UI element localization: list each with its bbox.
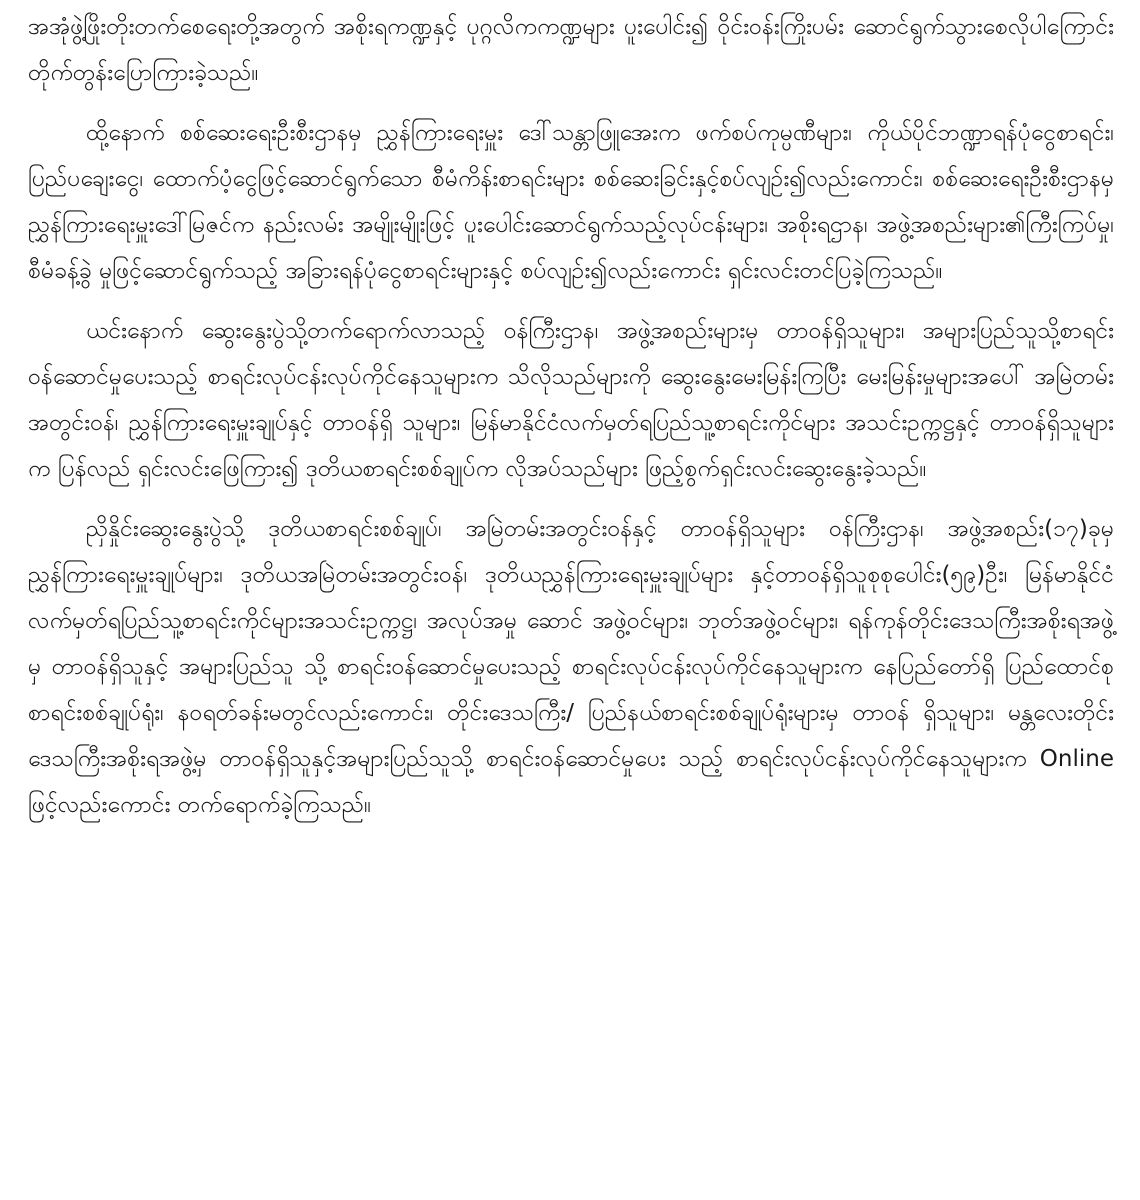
paragraph-2: ထို့နောက် စစ်ဆေးရေးဦးစီးဌာနမှ ညွှန်ကြားရေးမှူး ဒေါ်သန္တာဖြူအေးက ဖက်စပ်ကုမ္ပဏီများ၊ ကိုယ်ပိုင်ဘဏ္ဍာရန်ပုံငွေစာရင်း၊ ပြည်ပချေးငွေ၊ ထောက်ပံ့ငွေဖြင့်ဆောင်ရွက်သော စီမံကိန်းစာရင်းများ စစ်ဆေးခြင်းနှင့်စပ်လျဉ်း၍လည်းကောင်း၊ စစ်ဆေးရေးဦးစီးဌာနမှညွှန်ကြားရေးမှူးဒေါ်မြဇင်က နည်းလမ်း အမျိုးမျိုးဖြင့် ပူးပေါင်းဆောင်ရွက်သည့်လုပ်ငန်းများ၊ အစိုးရဌာန၊ အဖွဲ့အစည်းများ၏ကြီးကြပ်မှု၊ စီမံခန့်ခွဲ မှုဖြင့်ဆောင်ရွက်သည့် အခြားရန်ပုံငွေစာရင်းများနှင့် စပ်လျဉ်း၍လည်းကောင်း ရှင်းလင်းတင်ပြခဲ့ကြသည်။ [28,120,1114,284]
paragraph-1-continuation: အအုံဖွဲ့ဖြိုးတိုးတက်စေရေးတို့အတွက် အစိုးရကဏ္ဍနှင့် ပုဂ္ဂလိကကဏ္ဍများ ပူးပေါင်း၍ ဝိုင်းဝန်းကြိုးပမ်း ဆောင်ရွက်သွားစေလိုပါကြောင်း တိုက်တွန်းပြောကြားခဲ့သည်။ [28,14,1114,86]
paragraph-gap [28,294,1114,308]
document-page [28,4,1114,1194]
paragraph-gap [28,492,1114,506]
paragraph-4: ညှိနှိုင်းဆွေးနွေးပွဲသို့ ဒုတိယစာရင်းစစ်ချုပ်၊ အမြဲတမ်းအတွင်းဝန်နှင့် တာဝန်ရှိသူများ ဝန်ကြီးဌာန၊ အဖွဲ့အစည်း(၁၇)ခုမှ ညွှန်ကြားရေးမှူးချုပ်များ၊ ဒုတိယအမြဲတမ်းအတွင်းဝန်၊ ဒုတိယညွှန်ကြားရေးမှူးချုပ်များ နှင့်တာဝန်ရှိသူစုစုပေါင်း(၅၉)ဦး၊ မြန်မာနိုင်ငံလက်မှတ်ရပြည်သူ့စာရင်းကိုင်များအသင်းဥက္ကဋ္ဌ၊ အလုပ်အမှု ဆောင် အဖွဲ့ဝင်များ၊ ဘုတ်အဖွဲ့ဝင်များ၊ ရန်ကုန်တိုင်းဒေသကြီးအစိုးရအဖွဲ့မှ တာဝန်ရှိသူနှင့် အများပြည်သူ သို့ စာရင်းဝန်ဆောင်မှုပေးသည့် စာရင်းလုပ်ငန်းလုပ်ကိုင်နေသူများက နေပြည်တော်ရှိ ပြည်ထောင်စု စာရင်းစစ်ချုပ်ရုံး၊ နဝရတ်ခန်းမတွင်လည်းကောင်း၊ တိုင်းဒေသကြီး/ ပြည်နယ်စာရင်းစစ်ချုပ်ရုံးများမှ တာဝန် ရှိသူများ၊ မန္တလေးတိုင်းဒေသကြီးအစိုးရအဖွဲ့မှ တာဝန်ရှိသူနှင့်အများပြည်သူသို့ စာရင်းဝန်ဆောင်မှုပေး သည့် စာရင်းလုပ်ငန်းလုပ်ကိုင်နေသူများက Online ဖြင့်လည်းကောင်း တက်ရောက်ခဲ့ကြသည်။ [28,516,1114,818]
paragraph-3: ယင်းနောက် ဆွေးနွေးပွဲသို့တက်ရောက်လာသည့် ဝန်ကြီးဌာန၊ အဖွဲ့အစည်းများမှ တာဝန်ရှိသူများ၊ အများပြည်သူသို့စာရင်းဝန်ဆောင်မှုပေးသည့် စာရင်းလုပ်ငန်းလုပ်ကိုင်နေသူများက သိလိုသည်များကို ဆွေးနွေးမေးမြန်းကြပြီး မေးမြန်းမှုများအပေါ် အမြဲတမ်းအတွင်းဝန်၊ ညွှန်ကြားရေးမှူးချုပ်နှင့် တာဝန်ရှိ သူများ၊ မြန်မာနိုင်ငံလက်မှတ်ရပြည်သူ့စာရင်းကိုင်များ အသင်းဥက္ကဋ္ဌနှင့် တာဝန်ရှိသူများက ပြန်လည် ရှင်းလင်းဖြေကြား၍ ဒုတိယစာရင်းစစ်ချုပ်က လိုအပ်သည်များ ဖြည့်စွက်ရှင်းလင်းဆွေးနွေးခဲ့သည်။ [28,318,1114,482]
paragraph-gap [28,96,1114,110]
